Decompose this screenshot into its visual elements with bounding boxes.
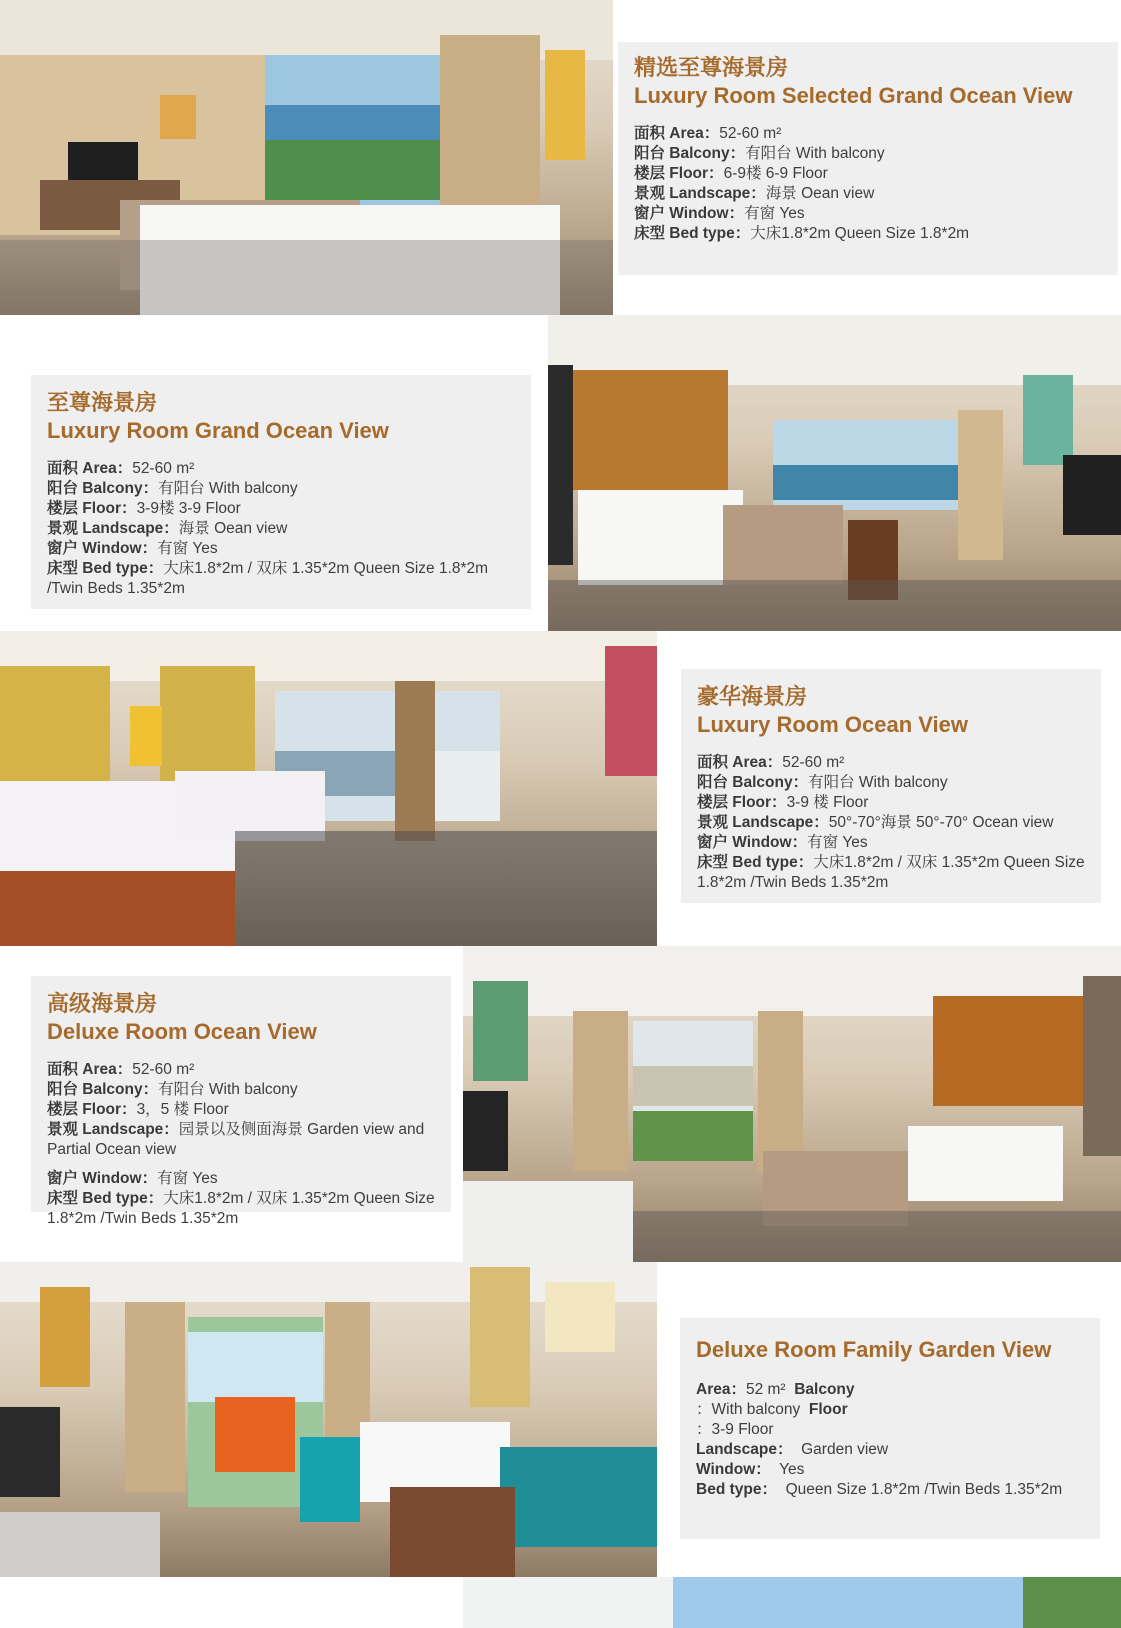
spec-area: 面积 Area：52-60 m² xyxy=(47,460,195,477)
spec-window: 窗户 Window：有窗 Yes xyxy=(47,1170,218,1187)
spec-floor: 楼层 Floor：6-9楼 6-9 Floor xyxy=(634,165,828,182)
room-title-cn: 精选至尊海景房 xyxy=(634,55,789,80)
room-photo-family-garden xyxy=(0,1262,657,1577)
spec-balcony: 阳台 Balcony：有阳台 With balcony xyxy=(47,480,298,497)
room-title-cn: 高级海景房 xyxy=(47,991,158,1016)
spec-bed-type: 床型 Bed type：大床1.8*2m / 双床 1.35*2m Queen Size 1.8*2m /Twin Beds 1.35*2m xyxy=(47,1190,435,1227)
spec-landscape: Landscape： Garden view xyxy=(696,1441,889,1458)
spec-window: Window： Yes xyxy=(696,1461,805,1478)
spec-balcony: 阳台 Balcony：有阳台 With balcony xyxy=(697,774,948,791)
spec-balcony-floor: ：With balcony Floor xyxy=(696,1401,848,1418)
room-photo-grand-ocean xyxy=(548,315,1121,631)
spec-balcony: 阳台 Balcony：有阳台 With balcony xyxy=(634,145,885,162)
spec-landscape: 景观 Landscape：50°-70°海景 50°-70° Ocean view xyxy=(697,814,1054,831)
spec-bed-type: Bed type： Queen Size 1.8*2m /Twin Beds 1.35*2m xyxy=(696,1481,1063,1498)
spec-area: 面积 Area：52-60 m² xyxy=(47,1061,195,1078)
spec-bed-type: 床型 Bed type：大床1.8*2m / 双床 1.35*2m Queen Size 1.8*2m /Twin Beds 1.35*2m xyxy=(47,560,489,597)
spec-landscape: 景观 Landscape：海景 Oean view xyxy=(47,520,288,537)
room-section-family-garden xyxy=(0,1262,1121,1577)
room-title-en: Luxury Room Grand Ocean View xyxy=(47,418,389,443)
spec-floor: 楼层 Floor：3-9 楼 Floor xyxy=(697,794,869,811)
room-info-card-ocean-view xyxy=(681,669,1101,903)
spec-landscape: 景观 Landscape：园景以及侧面海景 Garden view and Partial Ocean view xyxy=(47,1121,425,1158)
spec-floor: 楼层 Floor：3-9楼 3-9 Floor xyxy=(47,500,241,517)
spec-window: 窗户 Window：有窗 Yes xyxy=(47,540,218,557)
room-title-en: Luxury Room Ocean View xyxy=(697,712,969,737)
spec-balcony: 阳台 Balcony：有阳台 With balcony xyxy=(47,1081,298,1098)
spec-landscape: 景观 Landscape：海景 Oean view xyxy=(634,185,875,202)
spec-bed-type: 床型 Bed type：大床1.8*2m / 双床 1.35*2m Queen Size 1.8*2m /Twin Beds 1.35*2m xyxy=(697,854,1085,891)
room-title-en: Deluxe Room Ocean View xyxy=(47,1019,317,1044)
room-photo-next-partial xyxy=(463,1577,1121,1628)
room-section-grand-ocean xyxy=(0,315,1121,631)
spec-area-balcony: Area：52 m² Balcony xyxy=(696,1381,855,1398)
room-section-selected-grand-ocean xyxy=(0,0,1121,315)
spec-area: 面积 Area：52-60 m² xyxy=(697,754,845,771)
room-info-card-grand-ocean xyxy=(31,375,531,609)
spec-window: 窗户 Window：有窗 Yes xyxy=(697,834,868,851)
spec-window: 窗户 Window：有窗 Yes xyxy=(634,205,805,222)
room-info-card-deluxe-ocean xyxy=(31,976,451,1227)
room-info-card-family-garden xyxy=(680,1318,1100,1539)
room-section-deluxe-ocean xyxy=(0,946,1121,1262)
spec-floor: 楼层 Floor：3，5 楼 Floor xyxy=(47,1101,229,1118)
room-photo-deluxe-ocean xyxy=(463,946,1121,1262)
spec-area: 面积 Area：52-60 m² xyxy=(634,125,782,142)
room-photo-ocean-view xyxy=(0,631,657,946)
room-section-ocean-view xyxy=(0,631,1121,946)
room-title-cn: 豪华海景房 xyxy=(697,684,808,709)
spec-floor: ：3-9 Floor xyxy=(696,1421,774,1438)
room-title-cn: 至尊海景房 xyxy=(47,390,158,415)
room-photo-selected-grand-ocean xyxy=(0,0,613,315)
room-info-card-selected-grand-ocean xyxy=(618,42,1118,275)
room-title-en: Luxury Room Selected Grand Ocean View xyxy=(634,83,1073,108)
room-title-en: Deluxe Room Family Garden View xyxy=(696,1337,1052,1362)
spec-bed-type: 床型 Bed type：大床1.8*2m Queen Size 1.8*2m xyxy=(634,225,970,242)
